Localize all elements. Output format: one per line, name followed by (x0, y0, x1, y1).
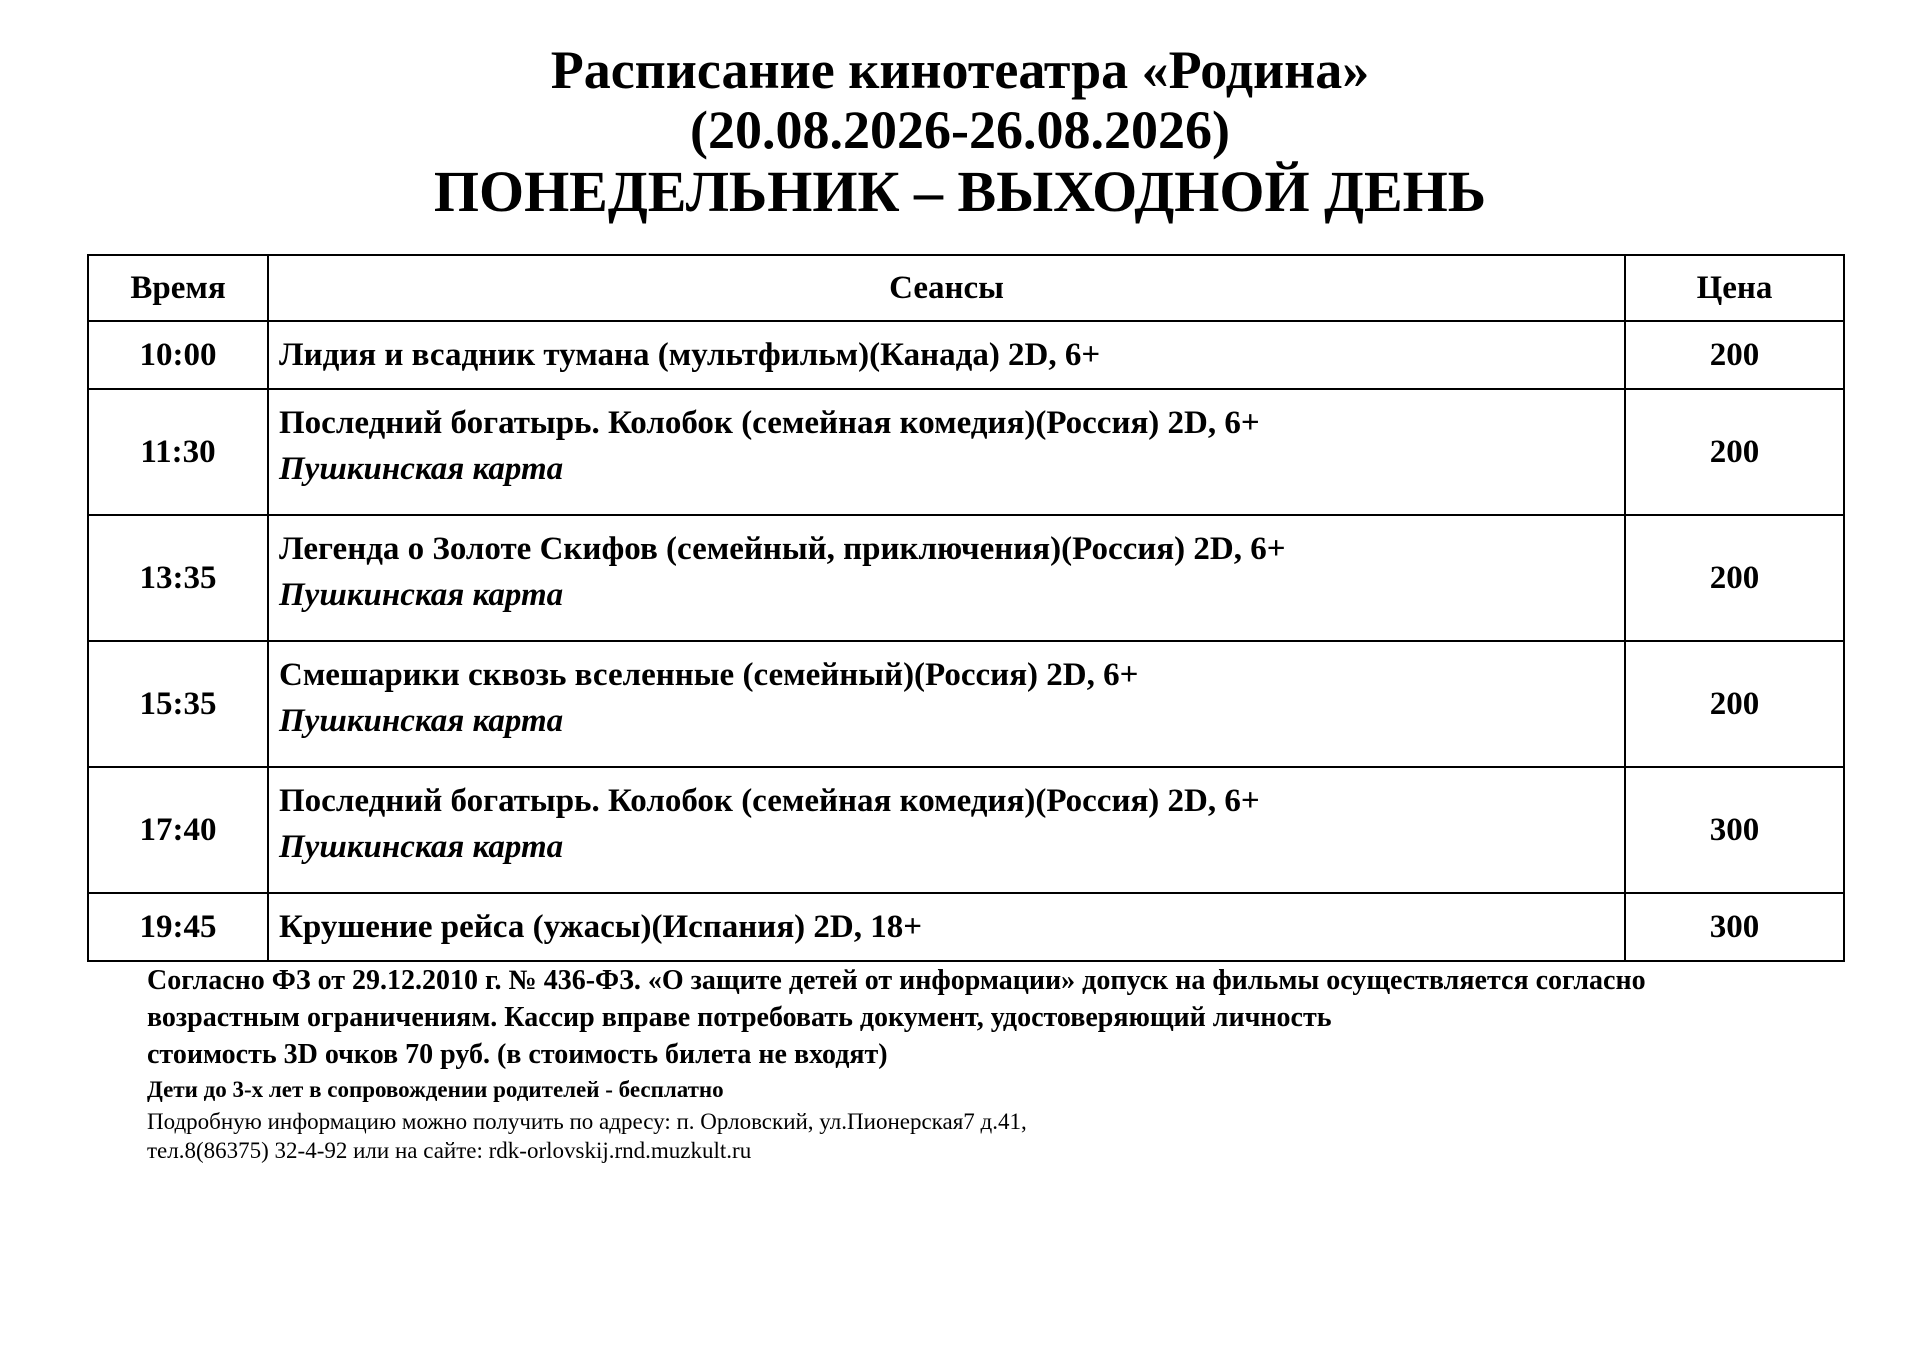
film-title: Смешарики сквозь вселенные (семейный)(Россия) 2D, 6+ (279, 657, 1139, 693)
pushkin-card-note: Пушкинская карта (279, 451, 564, 487)
table-row (88, 641, 1844, 767)
table-row (88, 515, 1844, 641)
session-time: 19:45 (88, 893, 268, 961)
session-film-cell (268, 641, 1625, 767)
table-row (88, 389, 1844, 515)
session-time: 11:30 (88, 389, 268, 515)
column-header-time: Время (88, 255, 268, 321)
session-price: 200 (1625, 321, 1844, 389)
table-row (88, 767, 1844, 893)
session-time: 10:00 (88, 321, 268, 389)
session-price: 300 (1625, 893, 1844, 961)
session-film-cell (268, 389, 1625, 515)
pushkin-card-note: Пушкинская карта (279, 703, 564, 739)
date-range: (20.08.2026-26.08.2026) (690, 100, 1230, 160)
film-title: Крушение рейса (ужасы)(Испания) 2D, 18+ (279, 909, 923, 945)
page-title: Расписание кинотеатра «Родина» (550, 40, 1370, 100)
law-notice-line: Согласно ФЗ от 29.12.2010 г. № 436-ФЗ. «О защите детей от информации» допуск на фильмы осуществляется согласно (147, 965, 1646, 996)
table-header-row (88, 255, 1844, 321)
contact-info-line: Подробную информацию можно получить по адресу: п. Орловский, ул.Пионерская7 д.41, (147, 1109, 1027, 1134)
film-title: Последний богатырь. Колобок (семейная комедия)(Россия) 2D, 6+ (279, 405, 1260, 441)
column-header-price: Цена (1625, 255, 1844, 321)
session-time: 15:35 (88, 641, 268, 767)
day-off-notice: ПОНЕДЕЛЬНИК – ВЫХОДНОЙ ДЕНЬ (433, 159, 1487, 224)
film-title: Легенда о Золоте Скифов (семейный, приключения)(Россия) 2D, 6+ (279, 531, 1286, 567)
contact-info-line: тел.8(86375) 32-4-92 или на сайте: rdk-orlovskij.rnd.muzkult.ru (147, 1138, 752, 1163)
session-film-cell (268, 515, 1625, 641)
table-row (88, 321, 1844, 389)
schedule-table (87, 254, 1845, 962)
law-notice (147, 962, 1887, 1073)
table-row (88, 893, 1844, 961)
children-free-note: Дети до 3-х лет в сопровождении родителей - бесплатно (147, 1077, 724, 1102)
session-time: 17:40 (88, 767, 268, 893)
session-film-cell (268, 321, 1625, 389)
film-title: Лидия и всадник тумана (мультфильм)(Канада) 2D, 6+ (279, 337, 1101, 373)
session-price: 200 (1625, 515, 1844, 641)
session-time: 13:35 (88, 515, 268, 641)
column-header-sessions: Сеансы (268, 255, 1625, 321)
session-price: 200 (1625, 641, 1844, 767)
session-film-cell (268, 767, 1625, 893)
session-price: 200 (1625, 389, 1844, 515)
session-price: 300 (1625, 767, 1844, 893)
schedule-header (0, 40, 1920, 224)
footer-notes (147, 962, 1887, 1165)
session-film-cell (268, 893, 1625, 961)
film-title: Последний богатырь. Колобок (семейная комедия)(Россия) 2D, 6+ (279, 783, 1260, 819)
pushkin-card-note: Пушкинская карта (279, 577, 564, 613)
law-notice-line: возрастным ограничениям. Кассир вправе потребовать документ, удостоверяющий личность (147, 1002, 1332, 1033)
glasses-price-note: стоимость 3D очков 70 руб. (в стоимость билета не входят) (147, 1039, 888, 1070)
pushkin-card-note: Пушкинская карта (279, 829, 564, 865)
